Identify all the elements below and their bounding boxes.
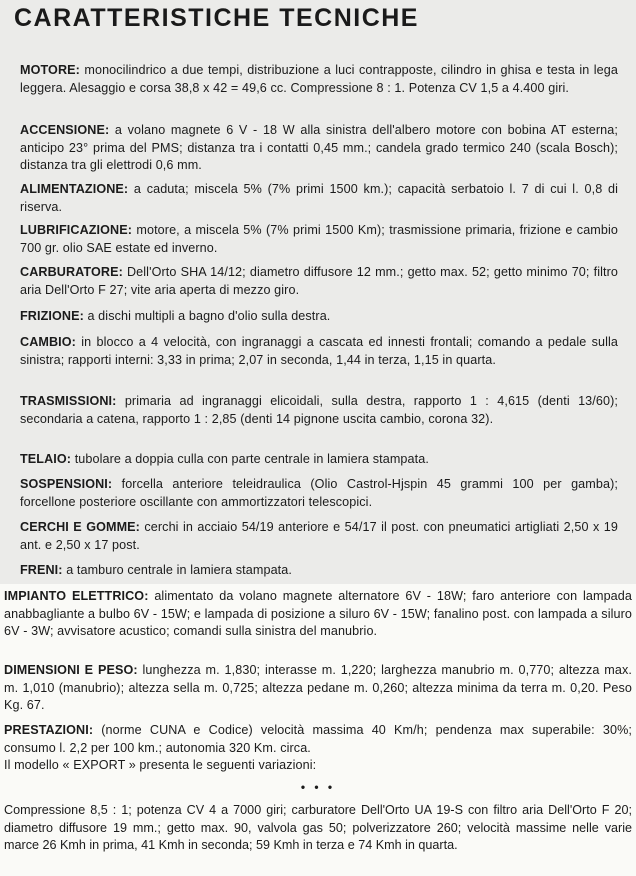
section-heading: SOSPENSIONI: <box>20 477 113 491</box>
section-carburatore <box>20 264 618 299</box>
section-heading: TELAIO: <box>20 452 72 466</box>
section-heading: CERCHI E GOMME: <box>20 520 140 534</box>
section-export-variations: Compressione 8,5 : 1; potenza CV 4 a 7000 giri; carburatore Dell'Orto UA 19-S con filtro aria Dell'Orto F 20; diametro diffusore 19 mm.; getto max. 90, valvola gas 50; polverizzatore 260; velocità massime nelle varie marce 26 Kmh in prima, 41 Kmh in seconda; 59 Kmh in terza e 74 Kmh in quarta. <box>4 803 632 852</box>
section-prestazioni <box>4 722 632 775</box>
section-heading: PRESTAZIONI: <box>4 723 94 737</box>
section-text: tubolare a doppia culla con parte centrale in lamiera stampata. <box>74 452 429 466</box>
section-lubrificazione <box>20 222 618 257</box>
section-telaio <box>20 451 618 469</box>
section-text: monocilindrico a due tempi, distribuzione a luci contrapposte, cilindro in ghisa e testa in lega leggera. Alesaggio e corsa 38,8 x 42 = 49,6 cc. Compressione 8 : 1. Potenza CV 1,5 a 4.400 giri. <box>20 63 618 95</box>
section-heading: CAMBIO: <box>20 335 76 349</box>
section-heading: FRIZIONE: <box>20 309 84 323</box>
section-text: in blocco a 4 velocità, con ingranaggi a cascata ed innesti frontali; comando a pedale sulla sinistra; rapporti interni: 3,33 in prima; 2,07 in seconda, 1,44 in terza, 1,15 in quarta. <box>20 335 618 367</box>
section-text: alimentato da volano magnete alternatore 6V - 18W; faro anteriore con lampada anabbagliante a bulbo 6V - 15W; e lampada di posizione a siluro 6V - 15W; fanalino post. con lampada a siluro 6V - 3W; avvisatore acustico; comandi sulla sinistra del manubrio. <box>4 589 632 638</box>
section-text: Dell'Orto SHA 14/12; diametro diffusore 12 mm.; getto max. 52; getto minimo 70; filtro aria Dell'Orto F 27; vite aria aperta di mezzo giro. <box>20 265 618 297</box>
section-heading: IMPIANTO ELETTRICO: <box>4 589 149 603</box>
section-text: a volano magnete 6 V - 18 W alla sinistra dell'albero motore con bobina AT esterna; anticipo 23° prima del PMS; distanza tra i contatti 0,45 mm.; candela grado termico 240 (scala Bosch); distanza tra gli elettrodi 0,6 mm. <box>20 123 618 172</box>
section-trasmissioni <box>20 393 618 428</box>
section-alimentazione <box>20 181 618 216</box>
section-text: forcella anteriore teleidraulica (Olio Castrol-Hjspin 45 grammi 100 per gamba); forcellone posteriore oscillante con ammortizzatori telescopici. <box>20 477 618 509</box>
section-accensione <box>20 122 618 175</box>
section-cambio <box>20 334 618 369</box>
section-heading: FRENI: <box>20 563 63 577</box>
section-text: a tamburo centrale in lamiera stampata. <box>66 563 292 577</box>
export-intro: Il modello « EXPORT » presenta le seguenti variazioni: <box>4 758 317 772</box>
section-text: motore, a miscela 5% (7% primi 1500 Km); trasmissione primaria, frizione e cambio 700 gr. olio SAE estate ed inverno. <box>20 223 619 255</box>
section-heading: CARBURATORE: <box>20 265 123 279</box>
lower-panel <box>0 584 636 876</box>
section-freni <box>20 562 618 580</box>
section-text: (norme CUNA e Codice) velocità massima 40 Km/h; pendenza max superabile: 30%; consumo l. 2,2 per 100 km.; autonomia 320 Km. circa. <box>4 723 632 755</box>
section-heading: TRASMISSIONI: <box>20 394 117 408</box>
section-text: cerchi in acciaio 54/19 anteriore e 54/17 il post. con pneumatici artigliati 2,50 x 19 ant. e 2,50 x 17 post. <box>20 520 618 552</box>
section-sospensioni <box>20 476 618 511</box>
section-text: primaria ad ingranaggi elicoidali, sulla destra, rapporto 1 : 4,615 (denti 13/60); secondaria a catena, rapporto 1 : 2,85 (denti 14 pignone uscita cambio, corona 32). <box>20 394 618 426</box>
section-heading: MOTORE: <box>20 63 80 77</box>
section-heading: DIMENSIONI E PESO: <box>4 663 138 677</box>
separator-dots: • • • <box>300 780 336 794</box>
section-text: a dischi multipli a bagno d'olio sulla destra. <box>87 309 331 323</box>
section-text: a caduta; miscela 5% (7% primi 1500 km.); capacità serbatoio l. 7 di cui l. 0,8 di riserva. <box>20 182 618 214</box>
section-heading: LUBRIFICAZIONE: <box>20 223 133 237</box>
section-motore <box>20 62 618 97</box>
section-text: lunghezza m. 1,830; interasse m. 1,220; larghezza manubrio m. 0,770; altezza max. m. 1,010 (manubrio); altezza sella m. 0,725; altezza pedane m. 0,260; altezza minima da terra m. 0,20. Peso Kg. 67. <box>4 663 632 712</box>
section-heading: ACCENSIONE: <box>20 123 110 137</box>
section-heading: ALIMENTAZIONE: <box>20 182 129 196</box>
section-dimensioni-e-peso <box>4 662 632 715</box>
section-frizione <box>20 308 618 326</box>
section-cerchi-e-gomme <box>20 519 618 554</box>
page-title: CARATTERISTICHE TECNICHE <box>14 4 419 32</box>
section-impianto-elettrico <box>4 588 632 641</box>
